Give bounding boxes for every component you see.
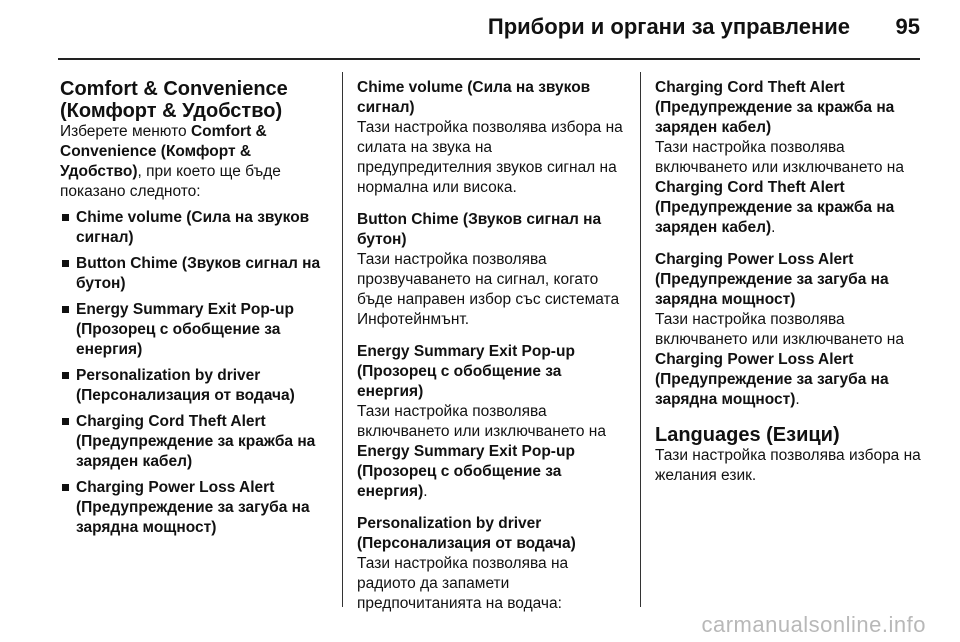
page-title: Прибори и органи за управление bbox=[487, 14, 850, 39]
section-text-bold: Charging Cord Theft Alert (Предупреждение за кражба на заряден кабел) bbox=[655, 179, 895, 236]
section-text-plain: Тази настройка позволява включването или изключването на bbox=[655, 139, 904, 176]
section-text: Тази настройка позволява прозвучаването на сигнал, когато бъде направен избор със системата Инфотейнмънт. bbox=[357, 251, 620, 328]
section-energy-summary bbox=[357, 342, 625, 502]
section-text-end: . bbox=[795, 391, 800, 408]
section-languages bbox=[655, 424, 923, 486]
section-text bbox=[655, 310, 923, 410]
section-text bbox=[357, 402, 625, 502]
section-title: Button Chime (Звуков сигнал на бутон) bbox=[357, 211, 602, 248]
section-text-end: . bbox=[771, 219, 776, 236]
column-3 bbox=[655, 78, 923, 498]
section-charging-power bbox=[655, 250, 923, 410]
page-number: 95 bbox=[895, 14, 920, 39]
heading-line-2: (Комфорт & Удобство) bbox=[60, 100, 283, 122]
section-heading-comfort bbox=[60, 78, 330, 122]
section-charging-cord bbox=[655, 78, 923, 238]
list-item: Charging Cord Theft Alert (Предупреждение за кражба на заряден кабел) bbox=[60, 412, 330, 472]
section-heading-languages: Languages (Езици) bbox=[655, 424, 840, 446]
column-divider-1 bbox=[342, 72, 343, 607]
list-item: Chime volume (Сила на звуков сигнал) bbox=[60, 208, 330, 248]
section-chime-volume bbox=[357, 78, 625, 198]
section-personalization bbox=[357, 514, 625, 614]
options-list bbox=[60, 208, 330, 538]
section-title: Personalization by driver (Персонализация от водача) bbox=[357, 515, 576, 552]
section-text-plain: Тази настройка позволява включването или изключването на bbox=[357, 403, 606, 440]
section-text-plain: Тази настройка позволява включването или изключването на bbox=[655, 311, 904, 348]
section-text-bold: Energy Summary Exit Pop-up (Прозорец с обобщение за енергия) bbox=[357, 443, 575, 500]
column-2 bbox=[357, 78, 625, 626]
heading-line-1: Comfort & Convenience bbox=[60, 78, 288, 100]
section-text-bold: Charging Power Loss Alert (Предупреждение за загуба на зарядна мощност) bbox=[655, 351, 889, 408]
section-title: Charging Cord Theft Alert (Предупреждение за кражба на заряден кабел) bbox=[655, 79, 895, 136]
list-item: Button Chime (Звуков сигнал на бутон) bbox=[60, 254, 330, 294]
list-item: Energy Summary Exit Pop-up (Прозорец с обобщение за енергия) bbox=[60, 300, 330, 360]
list-item: Personalization by driver (Персонализация от водача) bbox=[60, 366, 330, 406]
section-title: Chime volume (Сила на звуков сигнал) bbox=[357, 79, 591, 116]
section-text: Тази настройка позволява избора на желания език. bbox=[655, 447, 921, 484]
watermark-text: carmanualsonline.info bbox=[701, 612, 926, 637]
column-1 bbox=[60, 78, 330, 544]
section-text: Тази настройка позволява на радиото да запамети предпочитанията на водача: bbox=[357, 555, 569, 612]
section-title: Energy Summary Exit Pop-up (Прозорец с обобщение за енергия) bbox=[357, 343, 575, 400]
section-text bbox=[655, 138, 923, 238]
section-title: Charging Power Loss Alert (Предупреждение за загуба на зарядна мощност) bbox=[655, 251, 889, 308]
column-divider-2 bbox=[640, 72, 641, 607]
intro-menu-name: Comfort & Convenience (Комфорт & Удобство) bbox=[60, 123, 267, 180]
section-button-chime bbox=[357, 210, 625, 330]
intro-text-end: , при което ще бъде показано следното: bbox=[60, 163, 281, 200]
header-rule bbox=[58, 58, 920, 60]
section-text: Тази настройка позволява избора на силата на звука на предупредителния звуков сигнал на нормална или висока. bbox=[357, 119, 623, 196]
page-header bbox=[0, 0, 960, 58]
section-text-end: . bbox=[423, 483, 428, 500]
intro-paragraph bbox=[60, 122, 330, 202]
intro-text: Изберете менюто bbox=[60, 123, 187, 140]
list-item: Charging Power Loss Alert (Предупреждение за загуба на зарядна мощност) bbox=[60, 478, 330, 538]
